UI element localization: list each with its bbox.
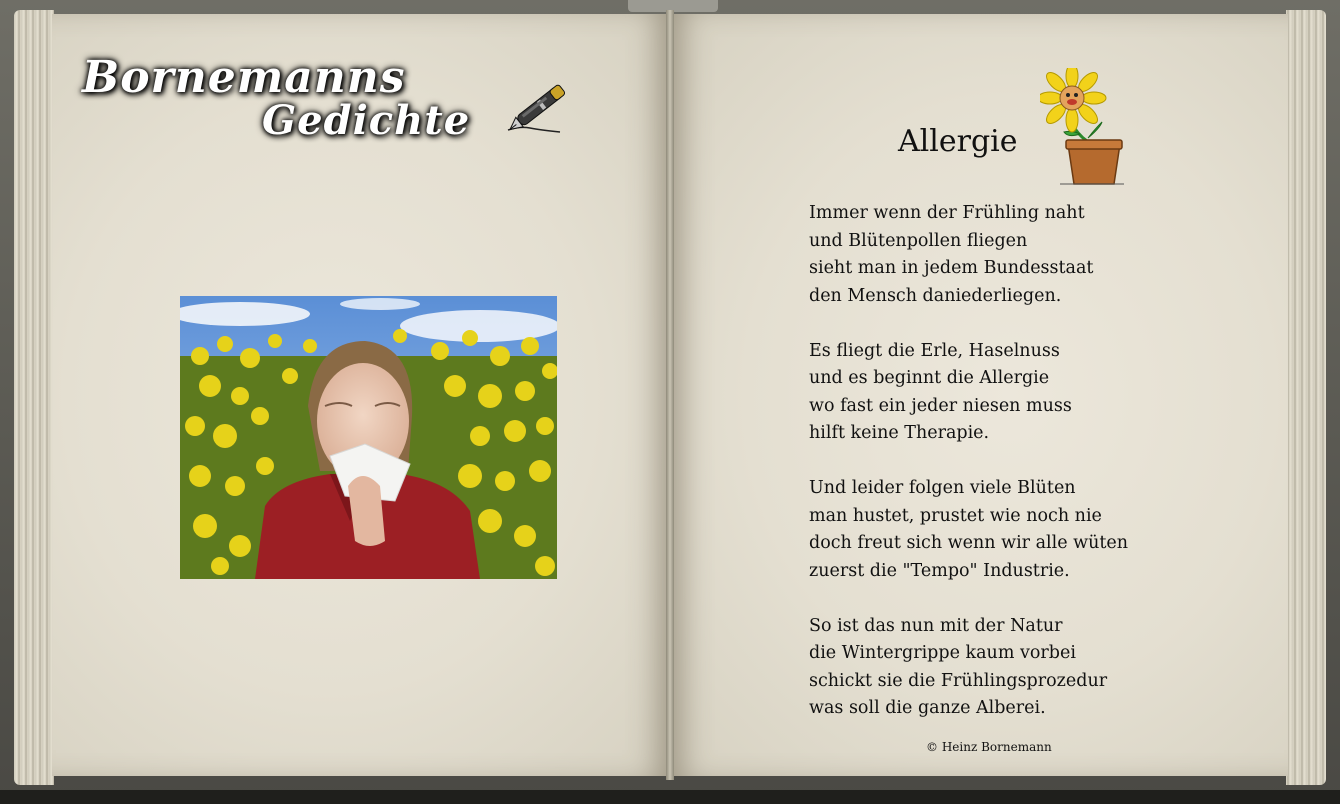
poem-stanza [809,200,1128,310]
poem-stanza [809,475,1128,585]
poem-line: Es fliegt die Erle, Haselnuss [809,340,1060,361]
poem-line: doch freut sich wenn wir alle wüten [809,533,1129,553]
poem-line: Immer wenn der Frühling naht [809,203,1085,223]
poem-line: die Wintergrippe kaum vorbei [809,643,1076,663]
poem-body [809,200,1128,750]
fountain-pen-icon [500,76,578,138]
poem-stanza [809,613,1128,723]
book-spine [666,10,674,780]
logo-line-2: Gedichte [262,97,471,144]
copyright-notice: © Heinz Bornemann [926,740,1052,754]
poem-stanza [809,338,1128,448]
poem-line: und es beginnt die Allergie [809,368,1050,388]
logo-line-1: Bornemanns [82,52,406,103]
poem-line: Und leider folgen viele Blüten [809,478,1076,498]
book-bottom-edge [0,790,1340,804]
allergy-photo [180,296,557,579]
poem-line: und Blütenpollen fliegen [809,230,1028,251]
poem-line: hilft keine Therapie. [809,423,990,443]
poem-line: man hustet, prustet wie noch nie [809,505,1102,526]
page-stack-right [1286,10,1326,785]
site-logo[interactable] [82,52,470,144]
poem-line: was soll die ganze Alberei. [809,698,1046,718]
sunflower-pot-icon [1040,68,1126,186]
poem-title: Allergie [898,124,1018,159]
page-stack-left [14,10,54,785]
poem-line: wo fast ein jeder niesen muss [809,395,1072,416]
poem-line: So ist das nun mit der Natur [809,615,1063,636]
poem-line: schickt sie die Frühlingsprozedur [809,670,1108,691]
poem-line: sieht man in jedem Bundesstaat [809,258,1094,278]
poem-line: den Mensch daniederliegen. [809,285,1062,306]
poem-line: zuerst die "Tempo" Industrie. [809,560,1070,581]
